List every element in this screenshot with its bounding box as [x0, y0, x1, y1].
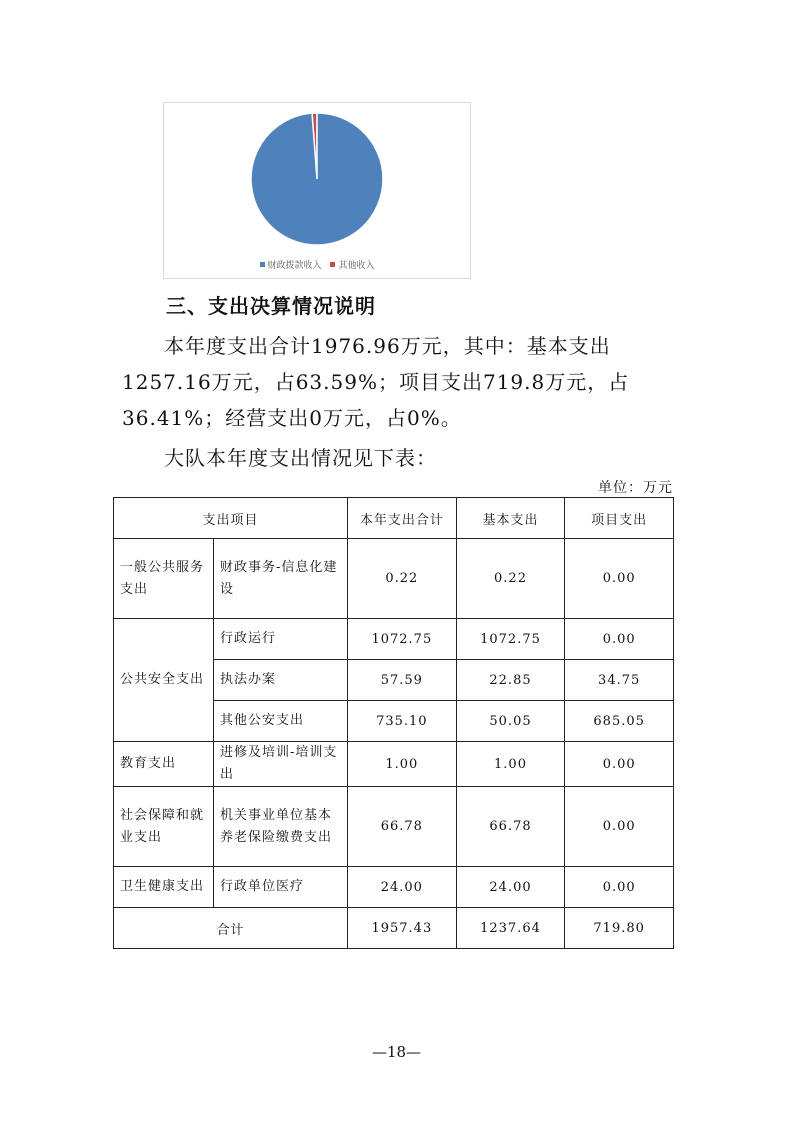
total-cell: 24.00: [348, 867, 457, 908]
total-cell: 1072.75: [348, 619, 457, 660]
basic-cell: 66.78: [456, 787, 565, 867]
table-row: [114, 539, 674, 619]
category-cell: 卫生健康支出: [114, 867, 214, 908]
project-cell: 685.05: [565, 701, 674, 742]
item-cell: 行政单位医疗: [214, 867, 348, 908]
total-cell: 1957.43: [348, 908, 457, 949]
total-cell: 1.00: [348, 742, 457, 787]
header-total: 本年支出合计: [348, 498, 457, 539]
item-cell: 行政运行: [214, 619, 348, 660]
basic-cell: 1072.75: [456, 619, 565, 660]
project-cell: 34.75: [565, 660, 674, 701]
unit-label: 单位：万元: [598, 480, 673, 496]
category-cell: 公共安全支出: [114, 619, 214, 742]
table-row: [114, 742, 674, 787]
item-cell: 进修及培训-培训支出: [214, 742, 348, 787]
item-cell: 其他公安支出: [214, 701, 348, 742]
legend-swatch-other: [330, 262, 335, 267]
category-cell: 教育支出: [114, 742, 214, 787]
category-cell: 社会保障和就业支出: [114, 787, 214, 867]
pie-slice-fiscal: [251, 113, 383, 245]
item-cell: 执法办案: [214, 660, 348, 701]
table-header-row: [114, 498, 674, 539]
total-cell: 735.10: [348, 701, 457, 742]
table-row: [114, 787, 674, 867]
table-row: [114, 619, 674, 660]
basic-cell: 1237.64: [456, 908, 565, 949]
chart-legend: [164, 258, 470, 271]
project-cell: 0.00: [565, 619, 674, 660]
header-item: 支出项目: [114, 498, 348, 539]
legend-item-other: [330, 258, 374, 271]
header-project: 项目支出: [565, 498, 674, 539]
total-cell: 66.78: [348, 787, 457, 867]
total-cell: 57.59: [348, 660, 457, 701]
summary-paragraph: 本年度支出合计1976.96万元，其中：基本支出1257.16万元，占63.59%；项目支出719.8万元，占36.41%；经营支出0万元，占0%。: [122, 334, 630, 430]
header-basic: 基本支出: [456, 498, 565, 539]
project-cell: 0.00: [565, 867, 674, 908]
expense-table: [113, 497, 674, 949]
pie-slices: [251, 113, 383, 245]
income-pie-chart: [163, 102, 471, 279]
legend-item-fiscal: [260, 258, 322, 271]
section-heading: 三、支出决算情况说明: [166, 294, 376, 318]
project-cell: 719.80: [565, 908, 674, 949]
basic-cell: 0.22: [456, 539, 565, 619]
item-cell: 财政事务-信息化建设: [214, 539, 348, 619]
basic-cell: 22.85: [456, 660, 565, 701]
basic-cell: 50.05: [456, 701, 565, 742]
total-label-cell: 合计: [114, 908, 348, 949]
legend-label-other: 其他收入: [338, 261, 375, 271]
total-cell: 0.22: [348, 539, 457, 619]
legend-label-fiscal: 财政拨款收入: [267, 261, 322, 271]
page-number: —18—: [371, 1043, 422, 1061]
basic-cell: 24.00: [456, 867, 565, 908]
project-cell: 0.00: [565, 539, 674, 619]
table-intro-paragraph: 大队本年度支出情况见下表：: [164, 446, 437, 470]
category-cell: 一般公共服务支出: [114, 539, 214, 619]
table-total-row: [114, 908, 674, 949]
table-row: [114, 867, 674, 908]
project-cell: 0.00: [565, 787, 674, 867]
legend-swatch-fiscal: [260, 262, 265, 267]
item-cell: 机关事业单位基本养老保险缴费支出: [214, 787, 348, 867]
project-cell: 0.00: [565, 742, 674, 787]
basic-cell: 1.00: [456, 742, 565, 787]
pie-svg: [164, 103, 470, 263]
